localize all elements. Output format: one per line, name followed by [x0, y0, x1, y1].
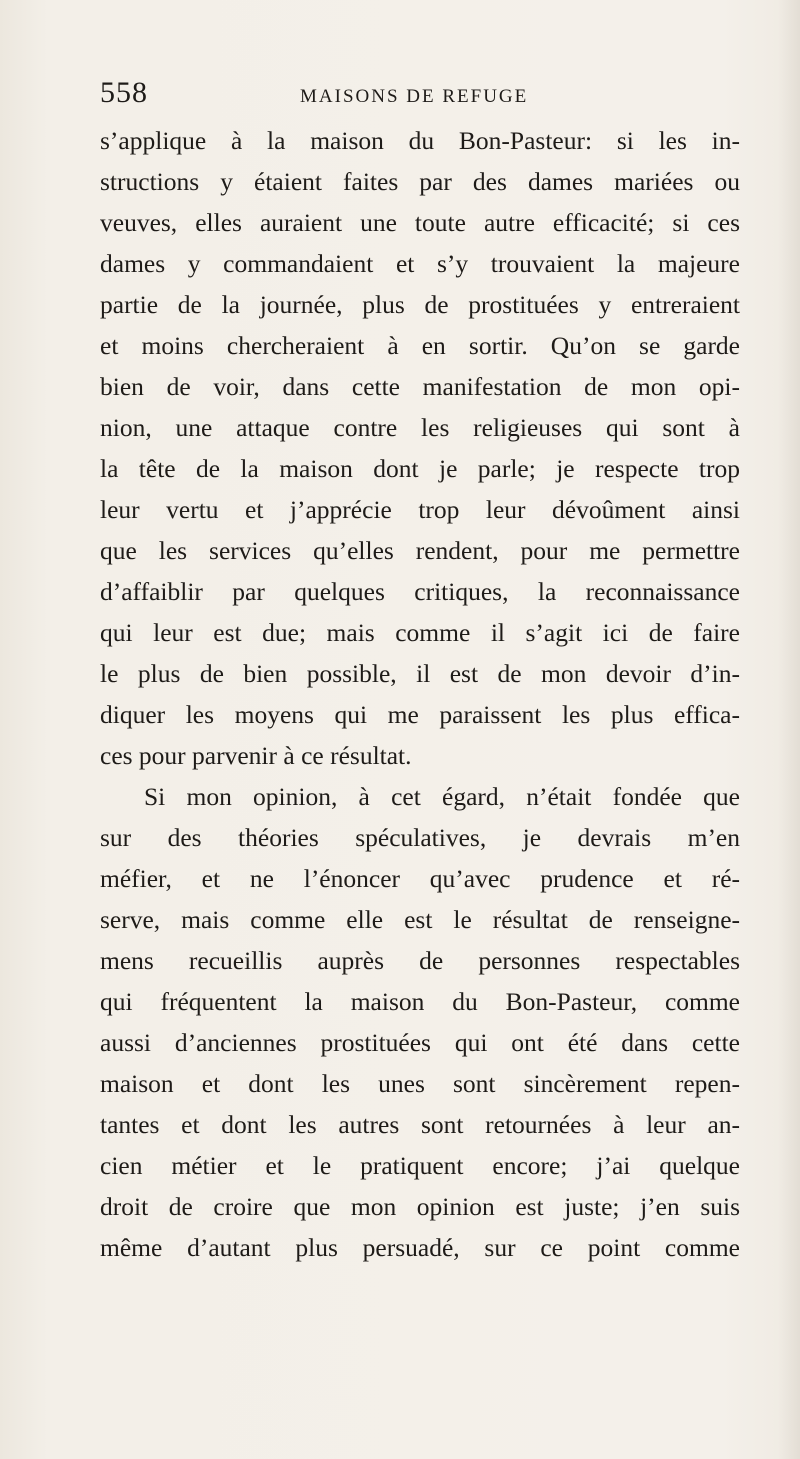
text-line: qui leur est due; mais comme il s’agit ici de faire — [100, 618, 740, 647]
text-line: cien métier et le pratiquent encore; j’ai quelque — [100, 1151, 740, 1180]
text-line: structions y étaient faites par des dames mariées ou — [100, 167, 740, 196]
text-line-paragraph-start: Si mon opinion, à cet égard, n’était fondée que — [144, 782, 740, 811]
text-line: que les services qu’elles rendent, pour me permettre — [100, 536, 740, 565]
text-line: et moins chercheraient à en sortir. Qu’on se garde — [100, 331, 740, 360]
text-line: droit de croire que mon opinion est juste; j’en suis — [100, 1192, 740, 1221]
text-line: aussi d’anciennes prostituées qui ont été dans cette — [100, 1028, 740, 1057]
text-line: la tête de la maison dont je parle; je respecte trop — [100, 454, 740, 483]
text-line: serve, mais comme elle est le résultat de renseigne- — [100, 905, 740, 934]
page-edge-shadow — [778, 0, 800, 1459]
text-line: même d’autant plus persuadé, sur ce point comme — [100, 1233, 740, 1262]
text-line: qui fréquentent la maison du Bon-Pasteur, comme — [100, 987, 740, 1016]
running-title: MAISONS DE REFUGE — [300, 86, 529, 107]
text-line: le plus de bien possible, il est de mon devoir d’in- — [100, 659, 740, 688]
page-number: 558 — [100, 76, 148, 109]
text-line-paragraph-end: ces pour parvenir à ce résultat. — [100, 741, 412, 770]
text-line: dames y commandaient et s’y trouvaient la majeure — [100, 249, 740, 278]
text-line: tantes et dont les autres sont retournées à leur an- — [100, 1110, 740, 1139]
text-line: d’affaiblir par quelques critiques, la reconnaissance — [100, 577, 740, 606]
text-line: sur des théories spéculatives, je devrais m’en — [100, 823, 740, 852]
text-line: diquer les moyens qui me paraissent les plus effica- — [100, 700, 740, 729]
text-line: leur vertu et j’apprécie trop leur dévoûment ainsi — [100, 495, 740, 524]
text-line: partie de la journée, plus de prostituées y entreraient — [100, 290, 740, 319]
text-line: bien de voir, dans cette manifestation de mon opi- — [100, 372, 740, 401]
body-text — [100, 120, 740, 1268]
text-line: maison et dont les unes sont sincèrement repen- — [100, 1069, 740, 1098]
text-line: nion, une attaque contre les religieuses qui sont à — [100, 413, 740, 442]
text-line: mens recueillis auprès de personnes respectables — [100, 946, 740, 975]
page-header — [100, 76, 740, 116]
text-line: s’applique à la maison du Bon-Pasteur: si les in- — [100, 126, 740, 155]
text-line: veuves, elles auraient une toute autre efficacité; si ces — [100, 208, 740, 237]
text-line: méfier, et ne l’énoncer qu’avec prudence et ré- — [100, 864, 740, 893]
